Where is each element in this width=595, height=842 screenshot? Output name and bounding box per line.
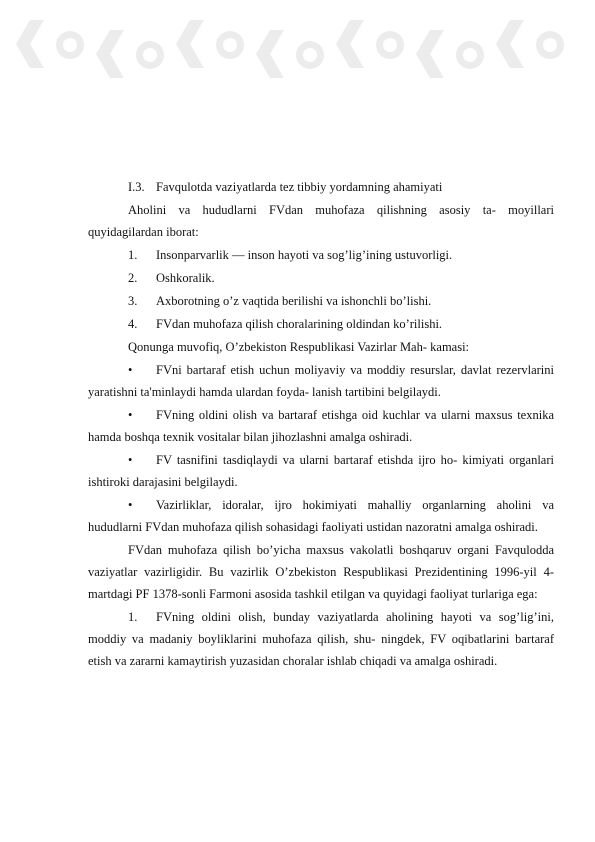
law-intro-paragraph: Qonunga muvofiq, O’zbekiston Respublikasi Vazirlar Mah- kamasi:	[128, 340, 470, 354]
section-number: I.3.	[128, 180, 145, 194]
bullet-text: FVni bartaraf etish uchun moliyaviy va moddiy resurslar, davlat rezervlarini yaratishni ta'minlaydi hamda ulardan foyda- lanish tartibini belgilaydi.	[88, 363, 554, 399]
bullet-text: FVning oldini olish va bartaraf etishga oid kuchlar va ularni maxsus texnika hamda boshqa texnik vositalar bilan jihozlashni amalga oshiradi.	[88, 408, 554, 444]
intro-paragraph: Aholini va hududlarni FVdan muhofaza qilishning asosiy ta- moyillari quyidagilardan iborat:	[88, 203, 554, 239]
list-marker: 2.	[128, 271, 138, 285]
list-item	[88, 313, 554, 335]
bullet-marker: •	[128, 363, 133, 377]
bullet-text: Vazirliklar, idoralar, ijro hokimiyati mahalliy organlarning aholini va hududlarni FVdan muhofaza qilish sohasidagi faoliyati ustidan nazoratni amalga oshiradi.	[88, 498, 554, 534]
section-heading	[88, 176, 554, 198]
bullet-marker: •	[128, 498, 133, 512]
watermark-pattern	[0, 0, 595, 130]
list-item-text: Axborotning o’z vaqtida berilishi va ishonchli bo’lishi.	[156, 294, 432, 308]
list-marker: 1.	[128, 248, 138, 262]
list-item-text: Insonparvarlik — inson hayoti va sog’lig’ining ustuvorligi.	[156, 248, 453, 262]
bullet-item	[88, 494, 554, 538]
activity-marker: 1.	[128, 610, 138, 624]
activity-text: FVning oldini olish, bunday vaziyatlarda aholining hayoti va sog’lig’ini, moddiy va madaniy boyliklarini muhofaza qilish, shu- ningdek, FV oqibatlarini bartaraf etish va zararni kamaytirish yuzasidan choralar ishlab chiqadi va amalga oshiradi.	[88, 610, 554, 668]
list-item	[88, 267, 554, 289]
list-item	[88, 290, 554, 312]
section-title: Favqulotda vaziyatlarda tez tibbiy yordamning ahamiyati	[156, 180, 443, 194]
document-body	[88, 176, 554, 673]
bullet-text: FV tasnifini tasdiqlaydi va ularni bartaraf etishda ijro ho- kimiyati organlari ishtiroki darajasini belgilaydi.	[88, 453, 554, 489]
list-marker: 3.	[128, 294, 138, 308]
bullet-marker: •	[128, 453, 133, 467]
activity-item	[88, 606, 554, 672]
bullet-item	[88, 359, 554, 403]
list-marker: 4.	[128, 317, 138, 331]
list-item-text: FVdan muhofaza qilish choralarining oldindan ko’rilishi.	[156, 317, 443, 331]
bullet-marker: •	[128, 408, 133, 422]
list-item	[88, 244, 554, 266]
bullet-item	[88, 449, 554, 493]
list-item-text: Oshkoralik.	[156, 271, 215, 285]
ministry-paragraph: FVdan muhofaza qilish bo’yicha maxsus vakolatli boshqaruv organi Favqulodda vaziyatlar vazirligidir. Bu vazirlik O’zbekiston Respublikasi Prezidentining 1996-yil 4-martdagi PF 1378-sonli Farmoni asosida tashkil etilgan va quyidagi faoliyat turlariga ega:	[88, 543, 554, 601]
bullet-item	[88, 404, 554, 448]
